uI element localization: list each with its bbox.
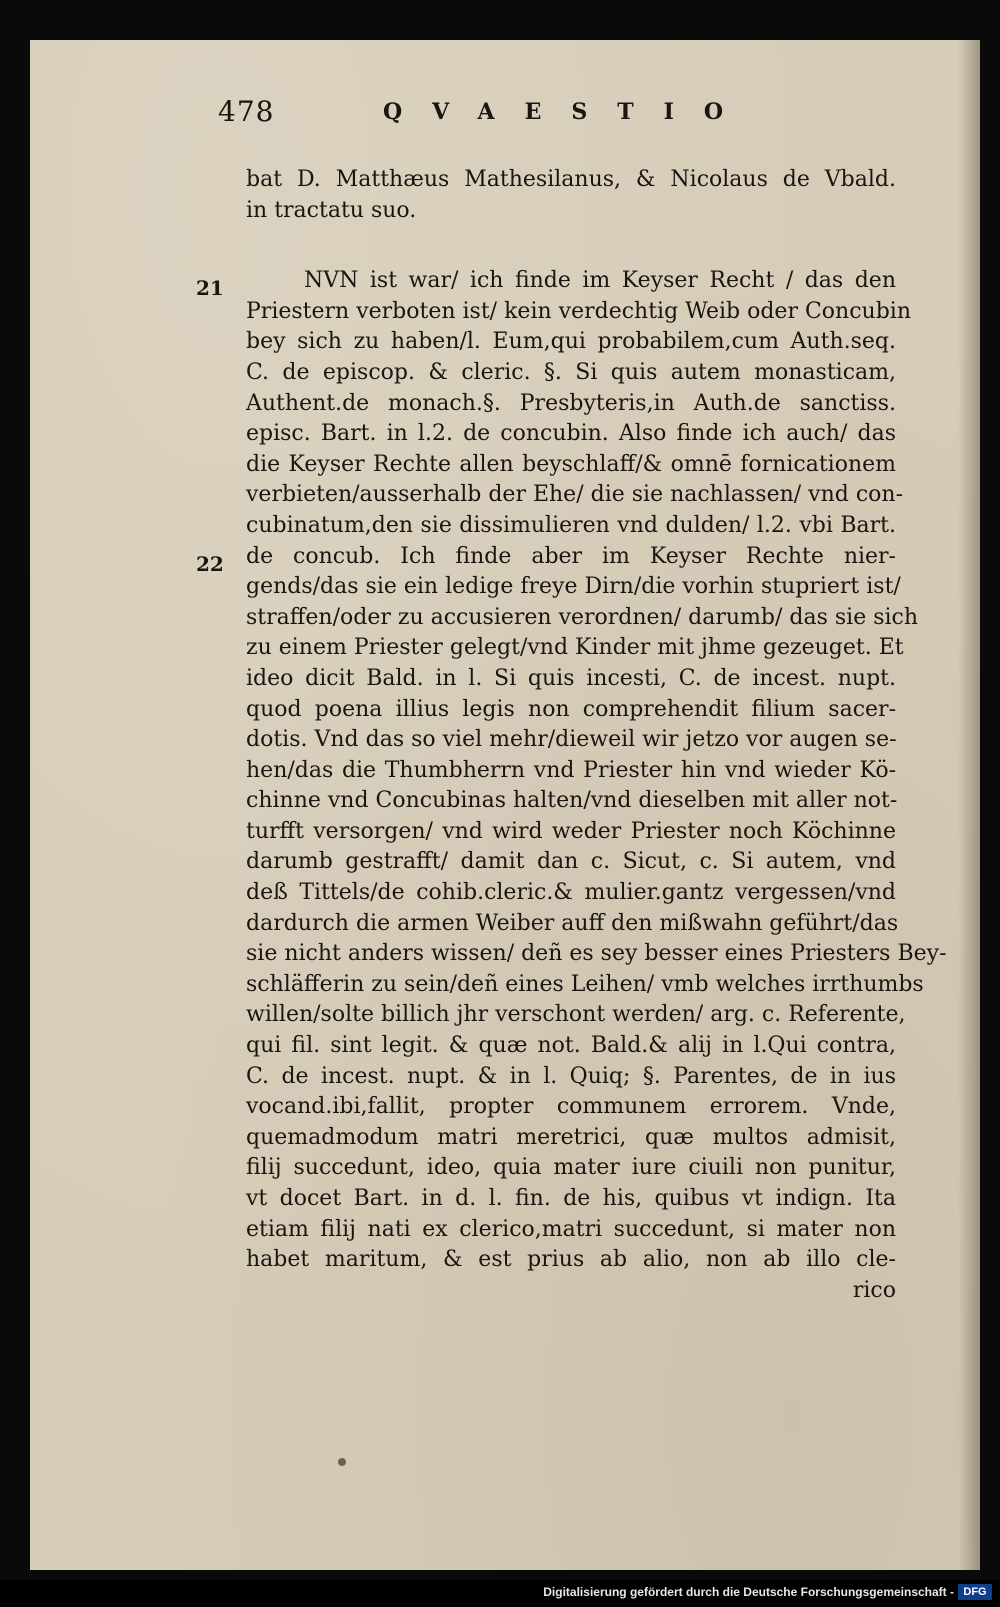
text-line: dotis. Vnd das so viel mehr/dieweil wir jetzo vor augen se- [246,727,897,753]
text-line: vt docet Bart. in d. l. fin. de his, quibus vt indign. Ita [246,1186,896,1211]
text-line: hen/das die Thumbherrn vnd Priester hin vnd wieder Kö- [246,757,896,783]
text-line: ideo dicit Bald. in l. Si quis incesti, C. de incest. nupt. [246,665,896,691]
text-line: willen/solte billich jhr verschont werden/ arg. c. Referente, [246,1002,906,1028]
dfg-logo: DFG [958,1584,992,1600]
text-line: cubinatum,den sie dissimulieren vnd dulden/ l.2. vbi Bart. [246,512,896,538]
margin-number-21: 21 [196,276,224,300]
text-line: filij succedunt, ideo, quia mater iure ciuili non punitur, [246,1155,896,1181]
text-line: C. de incest. nupt. & in l. Quiq; §. Parentes, de in ius [246,1063,896,1089]
text-line: vocand.ibi,fallit, propter communem errorem. Vnde, [246,1094,896,1120]
text-line: NVN ist war/ ich finde im Keyser Recht / das den [304,268,896,294]
text-line: darumb gestrafft/ damit dan c. Sicut, c. Si autem, vnd [246,849,896,875]
text-line: quod poena illius legis non comprehendit filium sacer- [246,696,896,722]
margin-number-22: 22 [196,552,224,576]
text-line: verbieten/ausserhalb der Ehe/ die sie nachlassen/ vnd con- [246,482,904,508]
text-line: straffen/oder zu accusieren verordnen/ darumb/ das sie sich [246,604,919,630]
text-line: in tractatu suo. [246,197,417,223]
catchword: rico [852,1277,896,1303]
text-line: habet maritum, & est prius ab alio, non ab illo cle- [246,1247,896,1273]
running-title: QVAESTIO [383,99,754,125]
text-line: bat D. Matthæus Mathesilanus, & Nicolaus de Vbald. [246,167,896,192]
text-line: qui fil. sint legit. & quæ not. Bald.& alij in l.Qui contra, [246,1033,896,1059]
text-line: turfft versorgen/ vnd wird weder Priester noch Köchinne [246,818,896,844]
ink-spot [338,1458,346,1466]
text-line: C. de episcop. & cleric. §. Si quis autem monasticam, [246,359,896,385]
page-header [218,95,778,143]
text-line: quemadmodum matri meretrici, quæ multos admisit, [246,1124,896,1150]
funding-credit: Digitalisierung gefördert durch die Deutsche Forschungsgemeinschaft - [543,1585,954,1599]
page-number: 478 [218,95,275,128]
text-line: chinne vnd Concubinas halten/vnd dieselben mit aller not- [246,788,898,814]
text-line: Authent.de monach.§. Presbyteris,in Auth.de sanctiss. [246,390,896,416]
text-line: de concub. Ich finde aber im Keyser Rechte nier- [246,543,896,569]
footer-bar [0,1580,1000,1607]
text-line: episc. Bart. in l.2. de concubin. Also finde ich auch/ das [246,421,896,447]
text-line: bey sich zu haben/l. Eum,qui probabilem,cum Auth.seq. [246,329,896,355]
text-line: gends/das sie ein ledige freye Dirn/die vorhin stupriert ist/ [246,574,901,600]
text-line: zu einem Priester gelegt/vnd Kinder mit jhme gezeuget. Et [246,635,904,661]
text-line: deß Tittels/de cohib.cleric.& mulier.gantz vergessen/vnd [246,880,896,906]
text-line: dardurch die armen Weiber auff den mißwahn geführt/das [246,910,899,936]
text-line: etiam filij nati ex clerico,matri succedunt, si mater non [246,1216,896,1242]
text-line: sie nicht anders wissen/ deñ es sey besser eines Priesters Bey- [246,941,947,967]
text-line: Priestern verboten ist/ kein verdechtig Weib oder Concubin [246,298,911,324]
text-line: schläfferin zu sein/deñ eines Leihen/ vmb welches irrthumbs [246,971,924,997]
body-text [246,165,947,1306]
text-line: die Keyser Rechte allen beyschlaff/& omnē fornicationem [246,451,896,477]
page-edge-shadow [958,40,980,1570]
